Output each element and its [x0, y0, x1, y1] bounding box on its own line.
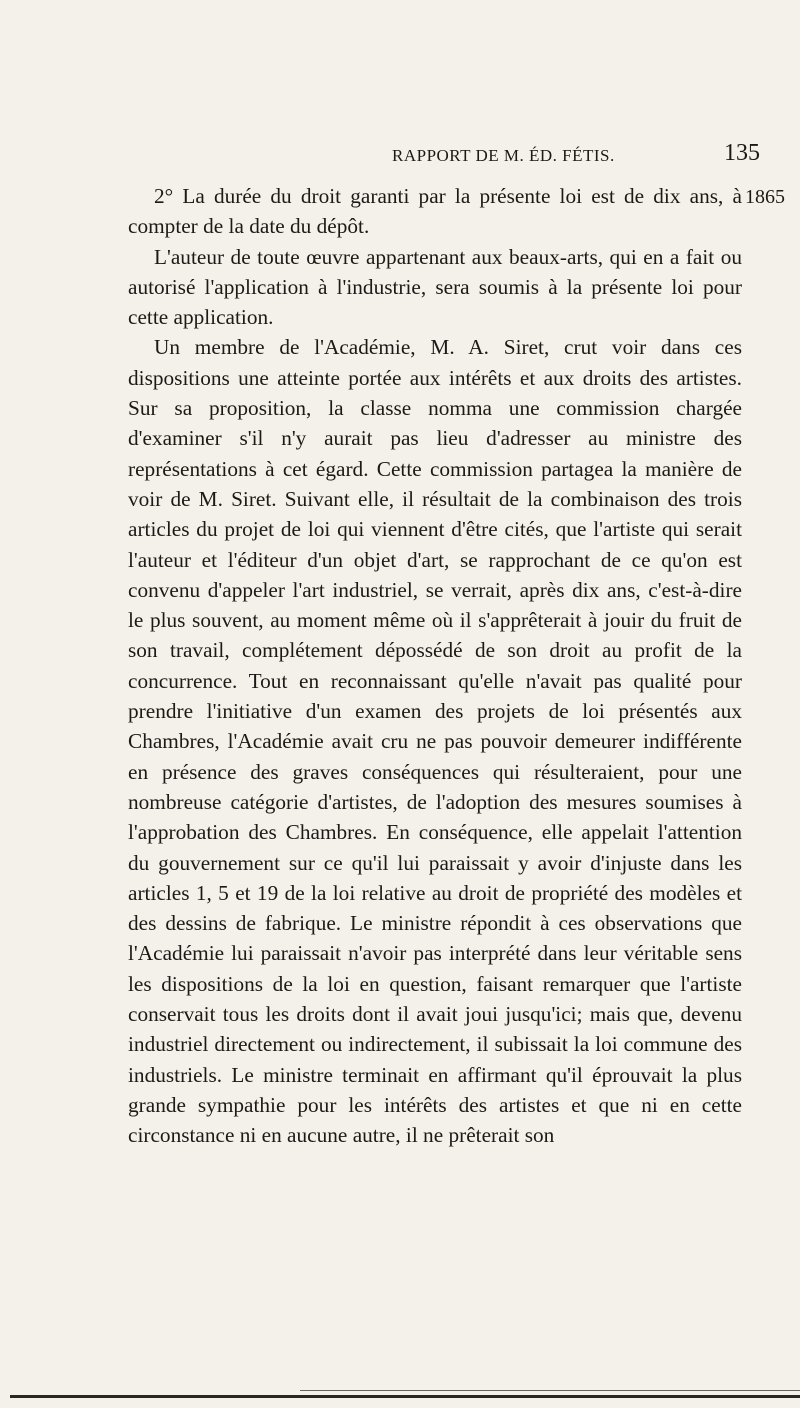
- margin-year-note: 1865: [745, 186, 785, 208]
- page-number: 135: [724, 140, 760, 166]
- running-head: RAPPORT DE M. ÉD. FÉTIS.: [392, 146, 615, 165]
- body-text: [128, 181, 742, 1151]
- page-edge-line: [10, 1395, 800, 1398]
- paragraph-1: 2° La durée du droit garanti par la présente loi est de dix ans, à compter de la date du dépôt.: [128, 184, 742, 239]
- page-edge-line-thin: [300, 1390, 800, 1391]
- paragraph-3: Un membre de l'Académie, M. A. Siret, crut voir dans ces dispositions une atteinte portée aux intérêts et aux droits des artistes. Sur sa proposition, la classe nomma une commission chargée d'examiner s'il n'y aurait pas lieu d'adresser au ministre des représentations à cet égard. Cette commission partagea la manière de voir de M. Siret. Suivant elle, il résultait de la combinaison des trois articles du projet de loi qui viennent d'être cités, que l'artiste qui serait l'auteur et l'éditeur d'un objet d'art, se rapprochant de ce qu'on est convenu d'appeler l'art industriel, se verrait, après dix ans, c'est-à-dire le plus souvent, au moment même où il s'apprêterait à jouir du fruit de son travail, complétement dépossédé de son droit au profit de la concurrence. Tout en reconnaissant qu'elle n'avait pas qualité pour prendre l'initiative d'un examen des projets de loi présentés aux Chambres, l'Académie avait cru ne pas pouvoir demeurer indifférente en présence des graves conséquences qui résulteraient, pour une nombreuse catégorie d'artistes, de l'adoption des mesures soumises à l'approbation des Chambres. En conséquence, elle appelait l'attention du gouvernement sur ce qu'il lui paraissait y avoir d'injuste dans les articles 1, 5 et 19 de la loi relative au droit de propriété des modèles et des dessins de fabrique. Le ministre répondit à ces observations que l'Académie lui paraissait n'avoir pas interprété dans leur véritable sens les dispositions de la loi en question, faisant remarquer que l'artiste conservait tous les droits dont il avait joui jusqu'ici; mais que, devenu industriel directement ou indirectement, il subissait la loi commune des industriels. Le ministre terminait en affirmant qu'il éprouvait la plus grande sympathie pour les intérêts des artistes et que ni en cette circonstance ni en aucune autre, il ne prêterait son: [128, 335, 742, 1148]
- paragraph-2: L'auteur de toute œuvre appartenant aux beaux-arts, qui en a fait ou autorisé l'application à l'industrie, sera soumis à la présente loi pour cette application.: [128, 244, 742, 330]
